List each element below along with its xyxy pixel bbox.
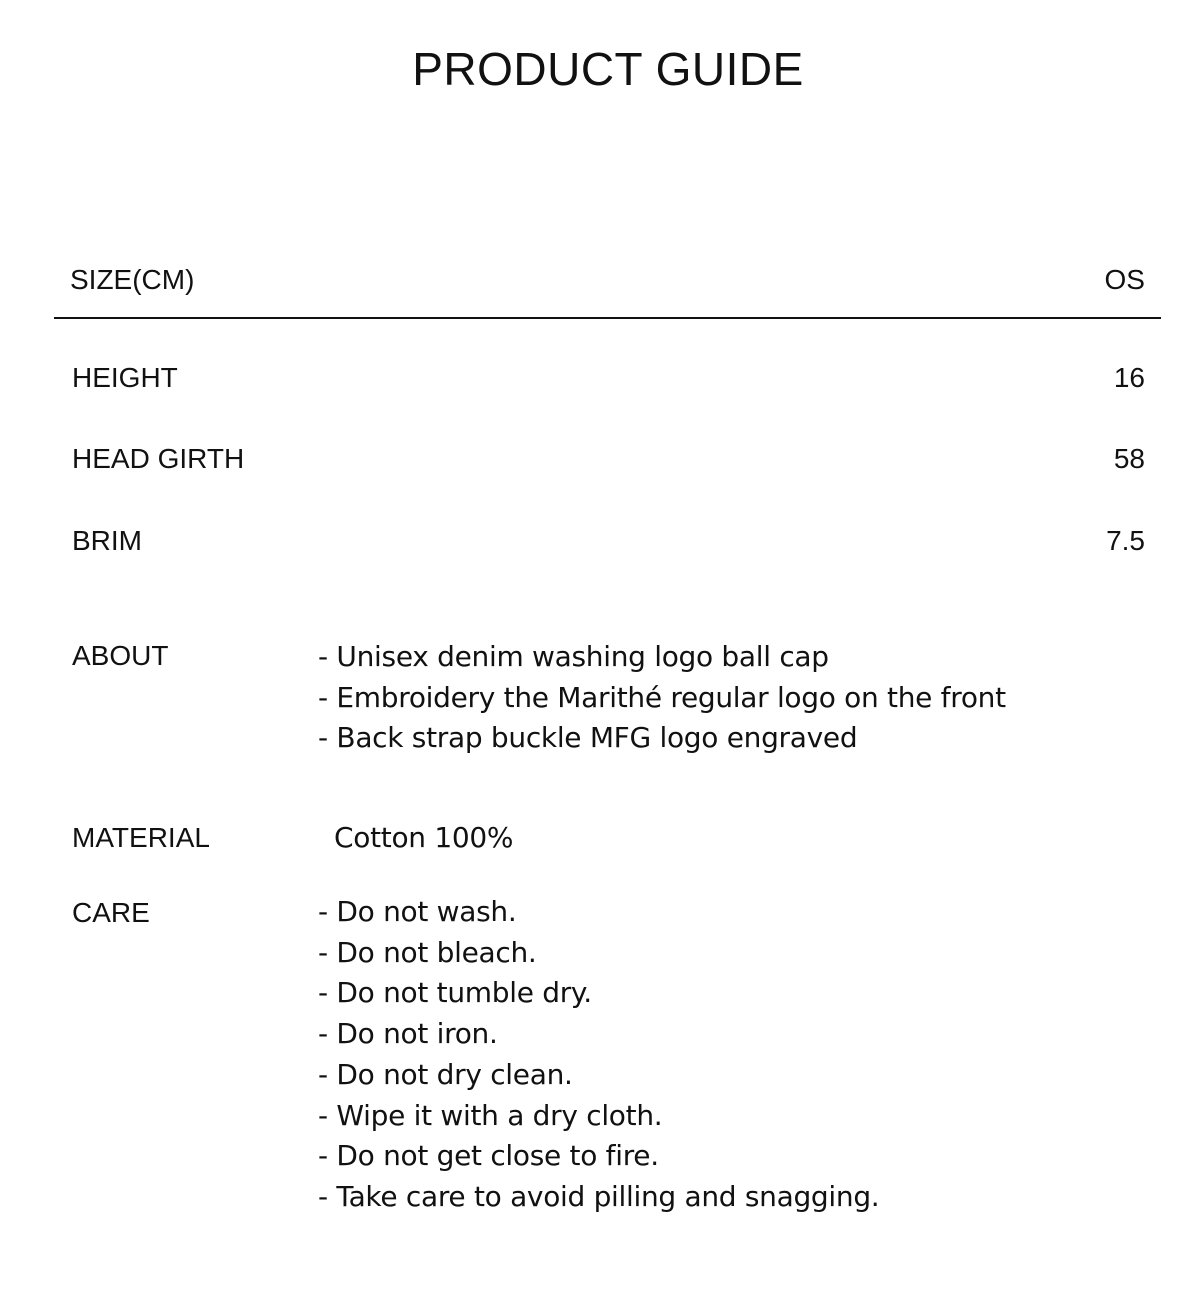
list-item: - Back strap buckle MFG logo engraved: [318, 718, 1006, 759]
care-label: CARE: [72, 897, 150, 928]
size-header-label: SIZE(CM): [70, 264, 195, 295]
measurement-label: HEIGHT: [72, 362, 178, 393]
list-item: - Wipe it with a dry cloth.: [318, 1096, 879, 1137]
measurement-row-brim: [72, 521, 1145, 561]
list-item: - Do not dry clean.: [318, 1055, 879, 1096]
list-item: - Do not tumble dry.: [318, 973, 879, 1014]
care-list: [318, 892, 879, 1218]
measurement-label: HEAD GIRTH: [72, 443, 245, 474]
about-list: [318, 637, 1006, 759]
material-label: MATERIAL: [72, 822, 210, 853]
material-value: Cotton 100%: [334, 821, 514, 854]
size-header-value: OS: [1104, 264, 1145, 295]
list-item: - Do not wash.: [318, 892, 879, 933]
measurement-value: 16: [1113, 362, 1145, 393]
about-label: ABOUT: [72, 640, 169, 671]
list-item: - Unisex denim washing logo ball cap: [318, 637, 1006, 678]
page-title: PRODUCT GUIDE: [412, 43, 804, 95]
measurement-value: 7.5: [1106, 525, 1145, 556]
measurement-label: BRIM: [72, 525, 142, 556]
list-item: - Do not bleach.: [318, 933, 879, 974]
list-item: - Embroidery the Marithé regular logo on the front: [318, 678, 1006, 719]
list-item: - Take care to avoid pilling and snagging.: [318, 1177, 879, 1218]
list-item: - Do not iron.: [318, 1014, 879, 1055]
measurement-row-height: [72, 358, 1145, 398]
size-table-divider: [54, 317, 1161, 319]
list-item: - Do not get close to fire.: [318, 1136, 879, 1177]
measurement-row-head-girth: [72, 439, 1145, 479]
measurement-value: 58: [1113, 443, 1145, 474]
